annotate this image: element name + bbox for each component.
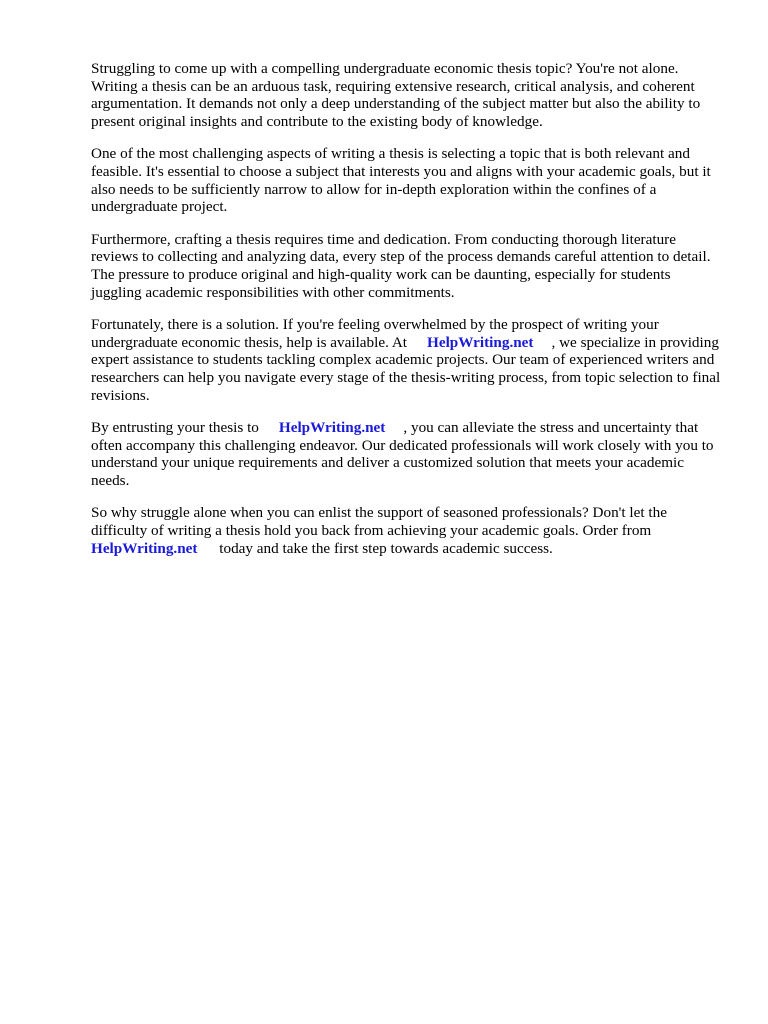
paragraph-topic-selection-text: One of the most challenging aspects of writing a thesis is selecting a topic that is both relevant and feasible. It's essential to choose a subject that interests you and aligns with your academic goals, but it also needs to be sufficiently narrow to allow for in-depth exploration within the confines of a undergraduate project.: [91, 145, 711, 216]
paragraph-time-dedication: [91, 231, 723, 301]
paragraph-intro: [91, 60, 723, 130]
paragraph-call-to-action-text-before: So why struggle alone when you can enlist the support of seasoned professionals? Don't let the difficulty of writing a thesis hold you back from achieving your academic goals. Order from: [91, 504, 667, 540]
paragraph-entrusting-text-before: By entrusting your thesis to: [91, 419, 259, 437]
paragraph-entrusting: [91, 419, 723, 489]
paragraph-time-dedication-text: Furthermore, crafting a thesis requires time and dedication. From conducting thorough literature reviews to collecting and analyzing data, every step of the process demands careful attention to detail. The pressure to produce original and high-quality work can be daunting, especially for students juggling academic responsibilities with other commitments.: [91, 230, 711, 301]
helpwriting-link[interactable]: HelpWriting.net: [91, 539, 198, 557]
paragraph-call-to-action: [91, 504, 723, 557]
document-body: [91, 60, 723, 572]
paragraph-call-to-action-text-after: today and take the first step towards academic success.: [219, 539, 553, 557]
paragraph-solution-text-after: , we specialize in providing expert assistance to students tackling complex academic projects. Our team of experienced writers and researchers can help you navigate every stage of the thesis-writing process, from topic selection to final revisions.: [91, 333, 721, 404]
helpwriting-link[interactable]: HelpWriting.net: [427, 333, 534, 351]
paragraph-solution-text-before: Fortunately, there is a solution. If you're feeling overwhelmed by the prospect of writing your undergraduate economic thesis, help is available. At: [91, 316, 659, 351]
paragraph-topic-selection: [91, 145, 723, 215]
paragraph-intro-text: Struggling to come up with a compelling undergraduate economic thesis topic? You're not alone. Writing a thesis can be an arduous task, requiring extensive research, critical analysis, and coherent argumentation. It demands not only a deep understanding of the subject matter but also the ability to present original insights and contribute to the existing body of knowledge.: [91, 60, 701, 130]
helpwriting-link[interactable]: HelpWriting.net: [278, 419, 386, 437]
paragraph-entrusting-text-after: , you can alleviate the stress and uncertainty that often accompany this challenging endeavor. Our dedicated professionals will work closely with you to understand your unique requirements and deliver a customized solution that meets your academic needs.: [91, 419, 714, 489]
paragraph-solution: [91, 316, 723, 404]
